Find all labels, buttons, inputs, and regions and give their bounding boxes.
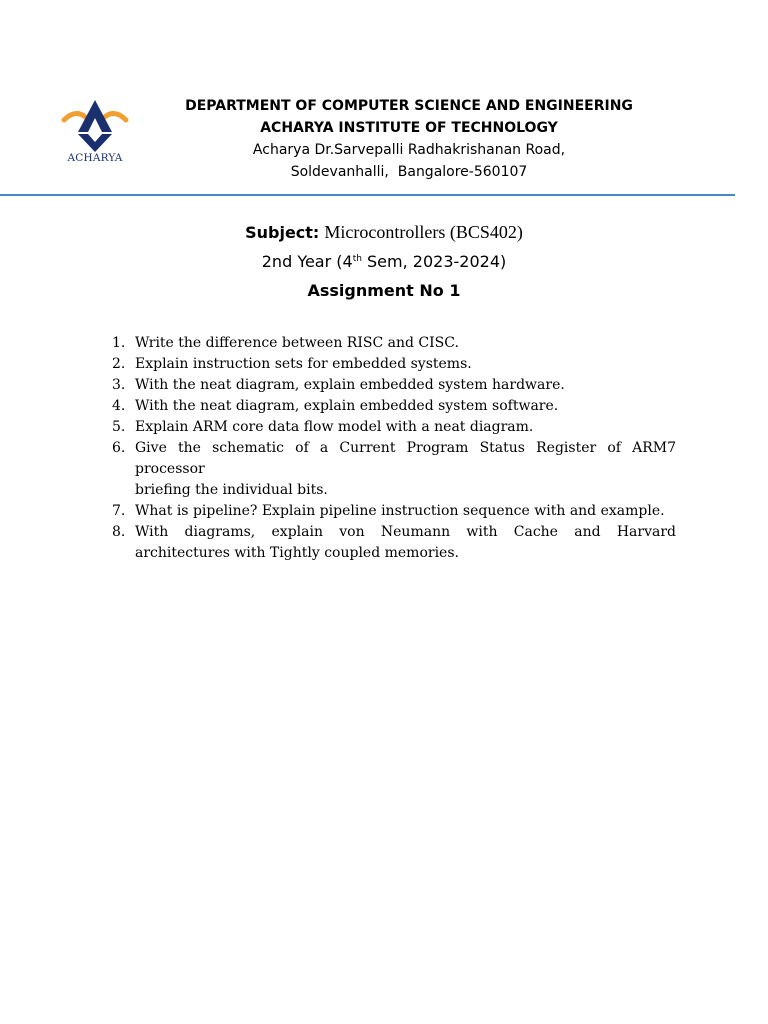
question-text: Explain instruction sets for embedded systems. — [135, 356, 472, 372]
document-header — [150, 95, 668, 183]
question-item — [108, 438, 676, 501]
subject-label: Subject: — [245, 223, 320, 242]
acharya-logo — [60, 98, 130, 170]
question-number: 3. — [112, 377, 126, 393]
question-text: Write the difference between RISC and CISC. — [135, 335, 459, 351]
subject-line — [0, 218, 768, 247]
address-line-2: Soldevanhalli, Bangalore-560107 — [290, 164, 528, 180]
question-item — [108, 354, 676, 375]
question-text: What is pipeline? Explain pipeline instruction sequence with and example. — [135, 503, 665, 519]
logo-text: ACHARYA — [67, 152, 123, 164]
question-item — [108, 522, 676, 564]
question-item — [108, 375, 676, 396]
question-number: 7. — [112, 503, 126, 519]
year-superscript: th — [352, 254, 362, 264]
question-item — [108, 417, 676, 438]
question-number: 5. — [112, 419, 126, 435]
year-suffix: Sem, 2023-2024) — [361, 252, 507, 271]
header-divider — [0, 194, 735, 196]
question-text: Give the schematic of a Current Program Status Register of ARM7 processor — [135, 440, 676, 477]
assignment-title: Assignment No 1 — [307, 281, 461, 300]
question-list — [108, 333, 676, 564]
question-text-continued: briefing the individual bits. — [135, 482, 328, 498]
department-name: DEPARTMENT OF COMPUTER SCIENCE AND ENGINEERING — [185, 98, 633, 114]
question-text: Explain ARM core data flow model with a neat diagram. — [135, 419, 534, 435]
institute-name: ACHARYA INSTITUTE OF TECHNOLOGY — [260, 120, 558, 136]
question-text: With the neat diagram, explain embedded system software. — [135, 398, 559, 414]
question-item — [108, 501, 676, 522]
question-number: 6. — [112, 440, 126, 456]
question-number: 8. — [112, 524, 126, 540]
subject-name: Microcontrollers (BCS402) — [324, 222, 523, 242]
address-line-1: Acharya Dr.Sarvepalli Radhakrishanan Road, — [252, 142, 566, 158]
question-text: With the neat diagram, explain embedded system hardware. — [135, 377, 565, 393]
question-number: 2. — [112, 356, 126, 372]
acharya-emblem-icon — [60, 98, 130, 154]
question-number: 1. — [112, 335, 126, 351]
year-line — [0, 247, 768, 276]
question-item — [108, 396, 676, 417]
question-item — [108, 333, 676, 354]
logo-lower-v — [78, 134, 112, 152]
year-prefix: 2nd Year (4 — [261, 252, 353, 271]
question-text: With diagrams, explain von Neumann with Cache and Harvard architectures with Tightly coupled memories. — [135, 524, 676, 561]
question-number: 4. — [112, 398, 126, 414]
subject-block — [0, 218, 768, 305]
